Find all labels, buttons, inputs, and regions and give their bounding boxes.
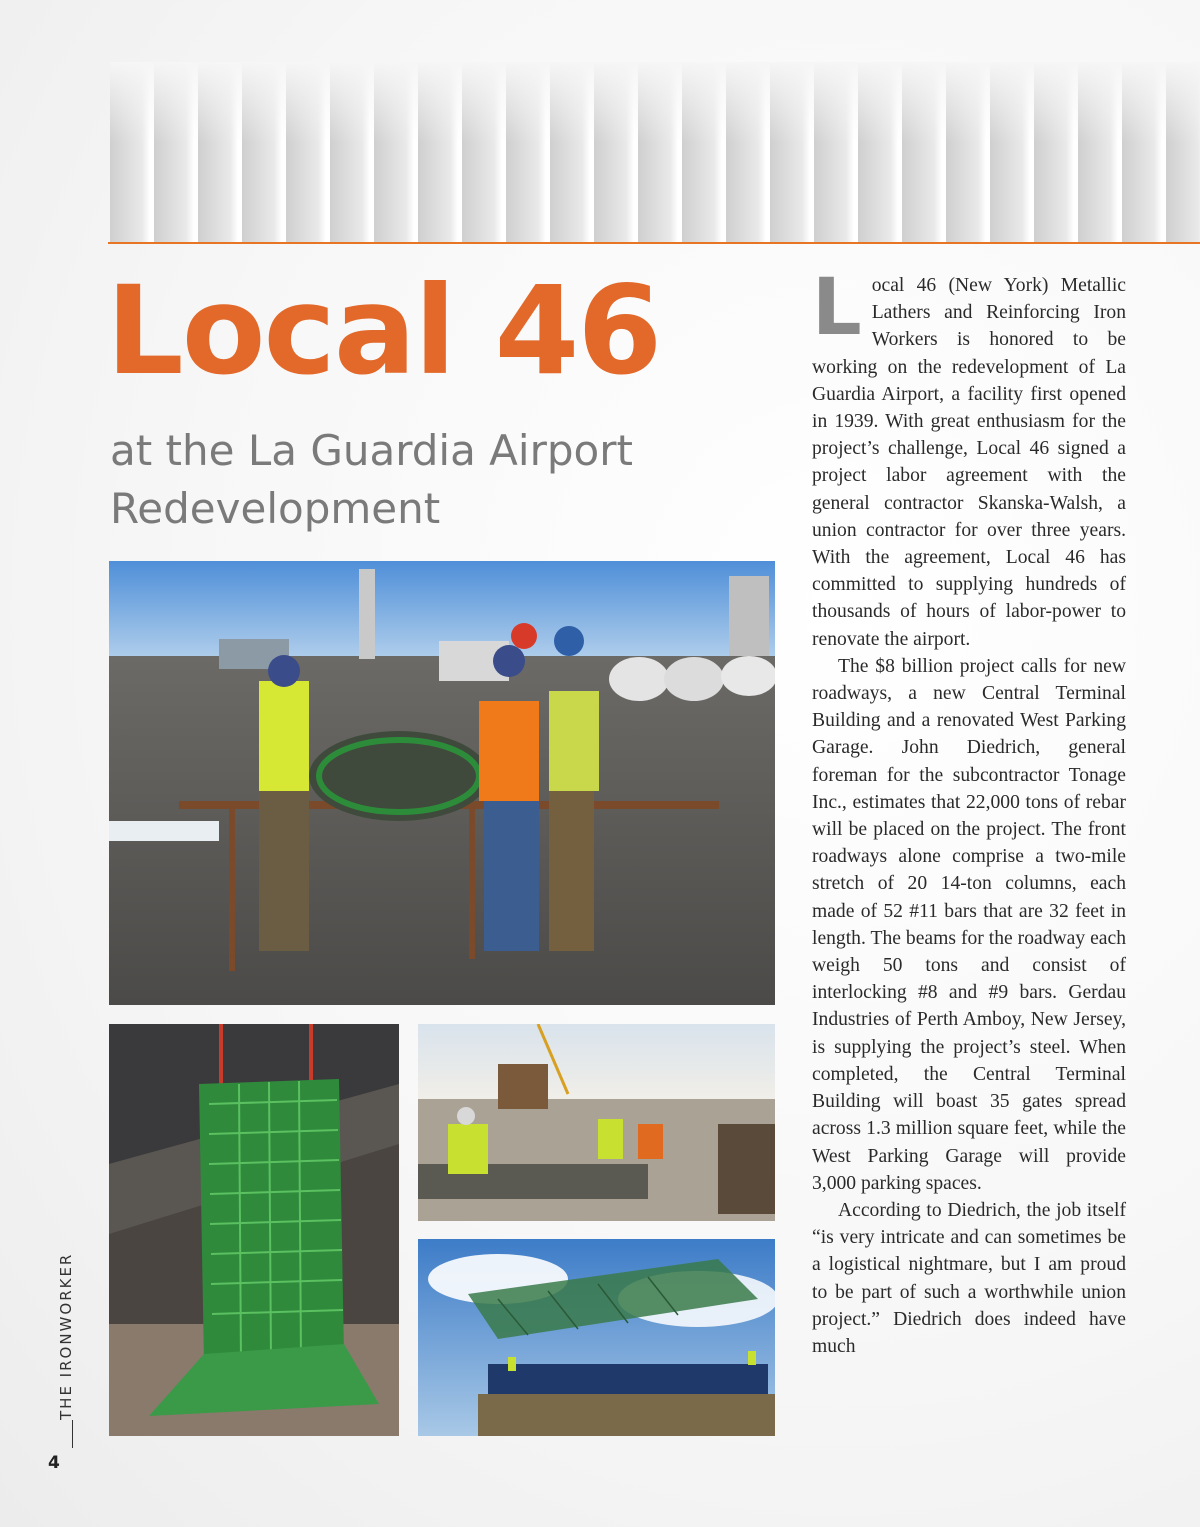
photo-rebar-hoist — [418, 1239, 775, 1436]
photo-workers-site — [418, 1024, 775, 1221]
header-rule — [108, 242, 1200, 244]
article-body — [812, 263, 1126, 1360]
header-stripes — [110, 62, 1200, 242]
article-paragraph: According to Diedrich, the job itself “is very intricate and can sometimes be a logistical nightmare, but I am proud to be part of such a worthwhile union project.” Diedrich does indeed have much — [812, 1199, 1126, 1357]
page-number: 4 — [48, 1453, 60, 1473]
article-paragraph — [812, 263, 1126, 653]
photo-rebar-column — [109, 1024, 399, 1436]
article-paragraph: The $8 billion project calls for new roadways, a new Central Terminal Building and a renovated West Parking Garage. John Diedrich, general foreman for the subcontractor Tonage Inc., estimates that 22,000 tons of rebar will be placed on the project. The front roadways alone comprise a two-mile stretch of 20 14-ton columns, each made of 52 #11 bars that are 32 feet in length. The beams for the roadway each weigh 50 tons and consist of interlocking #8 and #9 bars. Gerdau Industries of Perth Amboy, New Jersey, is supplying the project’s steel. When completed, the Central Terminal Building will boast 35 gates spread across 1.3 million square feet, while the West Parking Garage will provide 3,000 parking spaces. — [812, 655, 1126, 1194]
footer-divider — [72, 1420, 73, 1448]
photo-workers-rebar — [109, 561, 775, 1005]
headline: Local 46 — [106, 260, 661, 402]
magazine-title: THE IRONWORKER — [57, 1252, 75, 1420]
paragraph-text: ocal 46 (New York) Metallic Lathers and Reinforcing Iron Workers is honored to be working on the redevelopment of La Guardia Airport, a facility first opened in 1939. With great enthusiasm for the project’s challenge, Local 46 signed a project labor agreement with the general contractor Skanska-Walsh, a union contractor for over three years. With the agreement, Local 46 has committed to supplying hundreds of thousands of hours of labor-power to renovate the airport. — [812, 275, 1126, 650]
drop-cap: L — [812, 263, 862, 353]
subheadline: at the La Guardia Airport Redevelopment — [110, 426, 633, 533]
